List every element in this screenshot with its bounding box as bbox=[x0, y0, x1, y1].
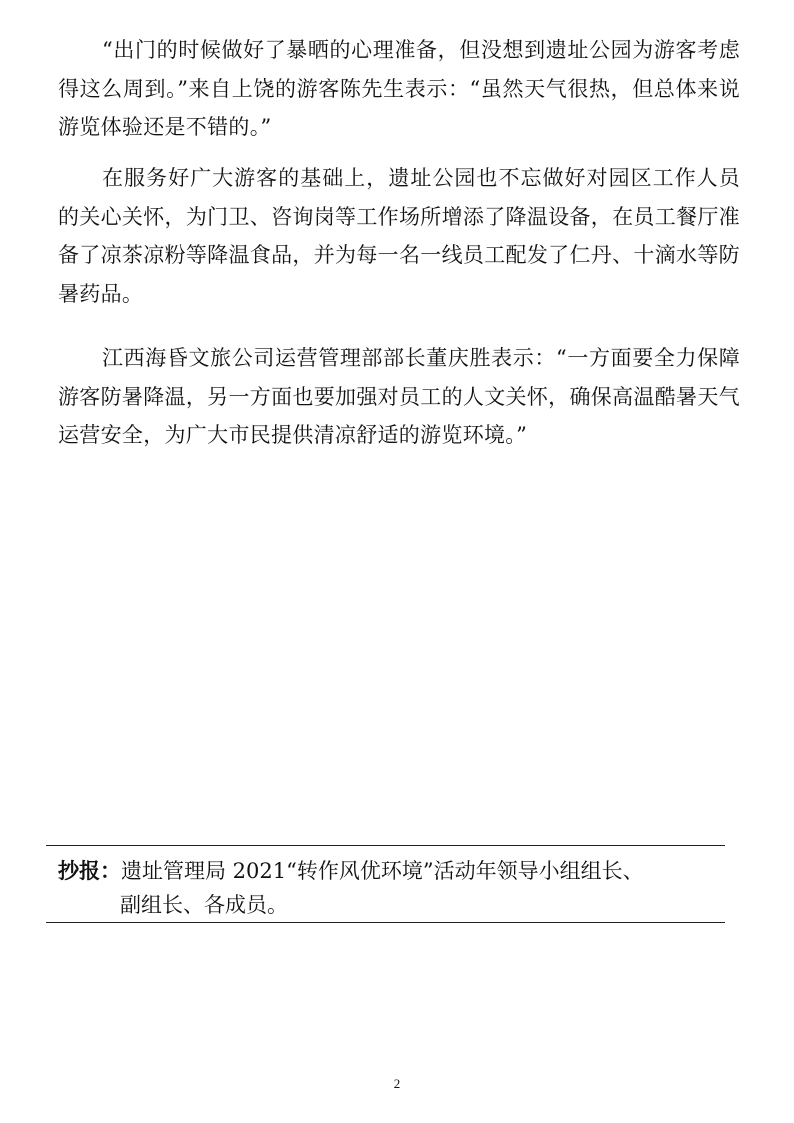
cc-block bbox=[58, 854, 728, 922]
cc-recipients-line-1: 遗址管理局 2021“转作风优环境”活动年领导小组组长、 bbox=[121, 859, 644, 883]
cc-label: 抄报： bbox=[58, 858, 121, 883]
body-paragraph-2: 在服务好广大游客的基础上，遗址公园也不忘做好对园区工作人员的关心关怀，为门卫、咨询岗等工作场所增添了降温设备，在员工餐厅准备了凉茶凉粉等降温食品，并为每一名一线员工配发了仁丹、十滴水等防暑药品。 bbox=[58, 166, 740, 306]
cc-top-rule bbox=[46, 845, 725, 846]
body-paragraph-3: 江西海昏文旅公司运营管理部部长董庆胜表示：“一方面要全力保障游客防暑降温，另一方面也要加强对员工的人文关怀，确保高温酷暑天气运营安全，为广大市民提供清凉舒适的游览环境。” bbox=[58, 346, 740, 447]
cc-line-1 bbox=[58, 854, 728, 888]
cc-recipients-line-2: 副组长、各成员。 bbox=[120, 893, 288, 917]
cc-bottom-rule bbox=[46, 922, 725, 923]
page-number: 2 bbox=[393, 1076, 401, 1091]
body-paragraph-1: “出门的时候做好了暴晒的心理准备，但没想到遗址公园为游客考虑得这么周到。”来自上饶的游客陈先生表示：“虽然天气很热，但总体来说游览体验还是不错的。” bbox=[58, 38, 740, 139]
